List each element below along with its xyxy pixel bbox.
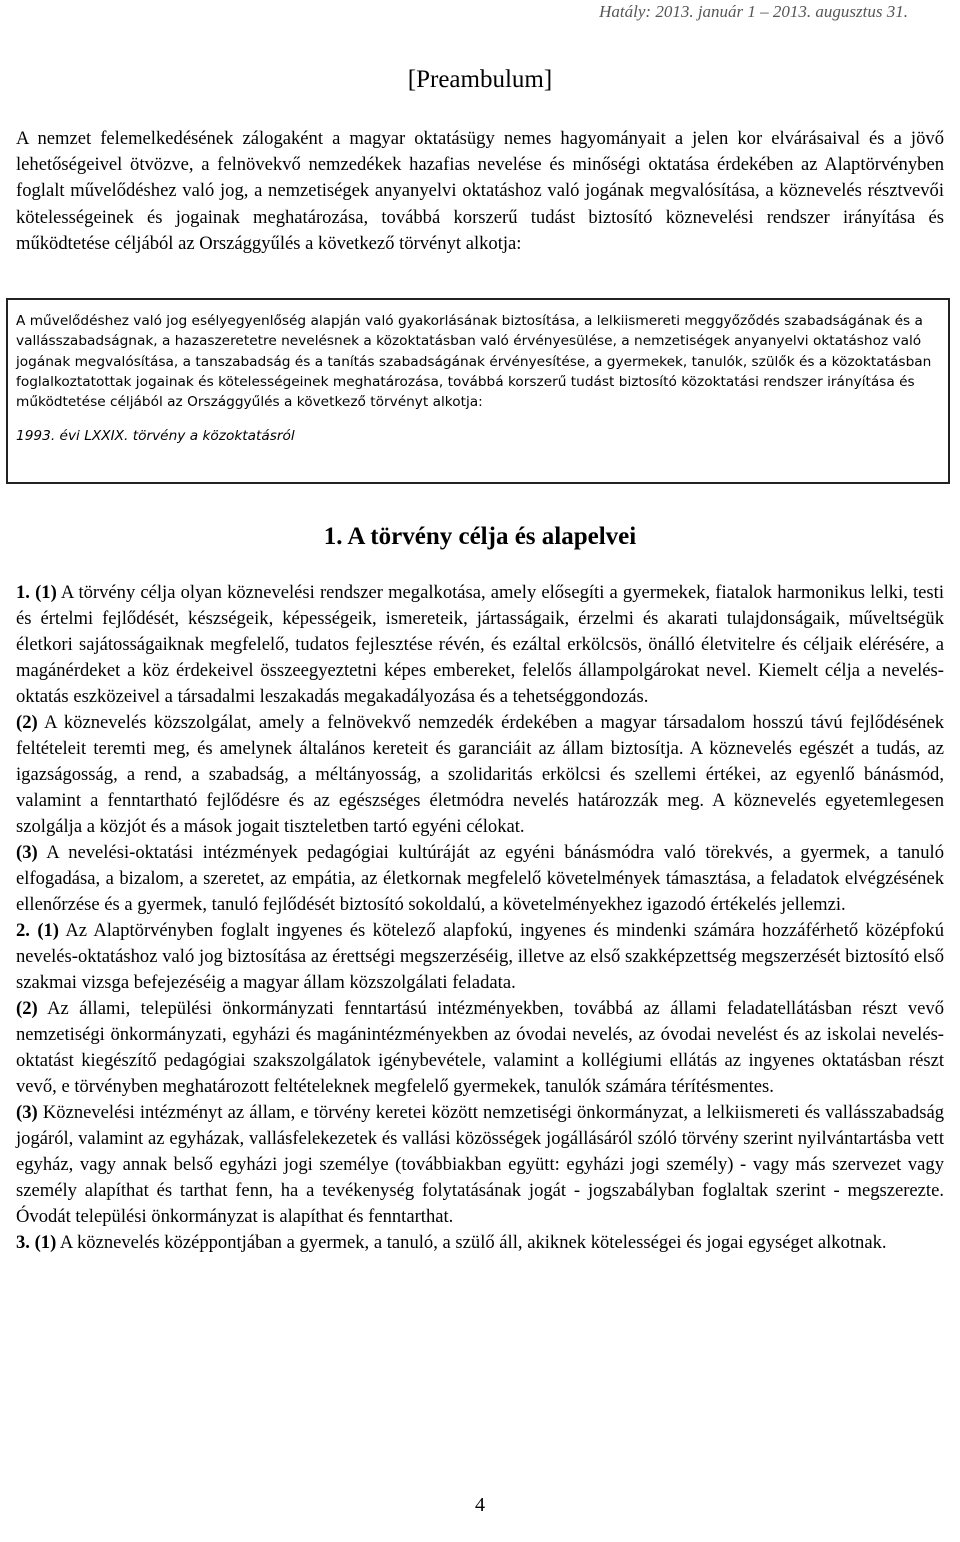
subsection-number: (3) — [16, 1102, 38, 1123]
section-number: 3. — [16, 1232, 30, 1253]
paragraph — [16, 840, 944, 918]
paragraph — [16, 1230, 944, 1256]
previous-law-note-box — [6, 298, 950, 484]
preamble-text: A nemzet felemelkedésének zálogaként a magyar oktatásügy nemes hagyományait a jelen kor elvárásaival és a jövő lehetőségeivel ötvözve, a felnövekvő nemzedékek hazafias nevelése és minőségi oktatása érdekében az Alaptörvényben foglalt művelődéshez való jog, a nemzetiségek anyanyelvi oktatáshoz való jogának megvalósítása, a köznevelés résztvevői kötelességeinek és jogainak meghatározása, továbbá korszerű tudást biztosító köznevelési rendszer irányítása és működtetése céljából az Országgyűlés a következő törvényt alkotja: — [16, 128, 944, 254]
paragraph — [16, 1100, 944, 1230]
paragraph — [16, 918, 944, 996]
paragraph-text: A köznevelés közszolgálat, amely a felnövekvő nemzedék érdekében a magyar társadalom hosszú távú fejlődésének feltételeit teremti meg, és amelynek általános kereteit és garanciáit az állam biztosítja. A köznevelés egészét a tudás, az igazságosság, a rend, a szabadság, a méltányosság, a szolidaritás erkölcsi és szellemi értékei, az egyenlő bánásmód, valamint a fenntartható fejlődésre és az egészséges életmódra nevelés határozzák meg. A köznevelés egyetemlegesen szolgálja a közjót és a mások jogait tiszteletben tartó egyéni célokat. — [16, 712, 945, 837]
subsection-number: (2) — [16, 998, 38, 1019]
subsection-number: (1) — [34, 1232, 57, 1253]
paragraph-text: Köznevelési intézményt az állam, e törvény keretei között nemzetiségi önkormányzat, a lelkiismereti és vallásszabadság jogáról, valamint az egyházak, vallásfelekezetek és vallási közösségek jogállásáról szóló törvény szerint nyilvántartásba vett egyház, vagy annak belső egyházi jogi személye (továbbiakban együtt: egyházi jogi személy) - vagy más szervezet vagy személy alapíthat és tarthat fenn, ha a tevékenység folytatásának jogát - jogszabályban foglaltak szerint - megszerezte. Óvodát települési önkormányzat is alapíthat és fenntarthat. — [16, 1102, 945, 1227]
paragraph-text: A nevelési-oktatási intézmények pedagógiai kultúráját az egyéni bánásmódra való törekvés, a gyermek, a tanuló elfogadása, a bizalom, a szeretet, az empátia, az életkornak megfelelő követelmények támasztása, a feladatok elvégzésének ellenőrzése és a gyermek, tanuló fejlődését biztosító sokoldalú, a követelményekhez igazodó értékelés jellemzi. — [16, 842, 944, 915]
previous-law-preamble-text: A művelődéshez való jog esélyegyenlőség alapján való gyakorlásának biztosítása, a lelkiismereti meggyőződés szabadságának és a vallásszabadságnak, a hazaszeretetre nevelésnek a közoktatásban való érvényesülése, a nemzetiségek anyanyelvi oktatáshoz való jogának megvalósítása, a tanszabadság és a tanítás szabadságának érvényesítése, a gyermekek, tanulók, szülők és a közoktatásban foglalkoztatottak jogainak és kötelességeinek meghatározása, továbbá korszerű tudást biztosító közoktatási rendszer irányítása és működtetése céljából az Országgyűlés a következő törvényt alkotja: — [16, 313, 932, 411]
paragraph-text: Az Alaptörvényben foglalt ingyenes és kötelező alapfokú, ingyenes és mindenki számára hozzáférhető középfokú nevelés-oktatáshoz való jog biztosítása az érettségi megszerzéséig, illetve az első szakképzettség megszerzését biztosító első szakmai vizsga befejezéséig a magyar állam közszolgálati feladata. — [16, 920, 944, 993]
paragraph-text: A köznevelés középpontjában a gyermek, a tanuló, a szülő áll, akiknek kötelességei és jogai egységet alkotnak. — [59, 1232, 887, 1253]
section-title: 1. A törvény célja és alapelvei — [323, 523, 637, 550]
subsection-number: (2) — [16, 712, 38, 733]
section-number: 2. — [16, 920, 30, 941]
paragraph — [16, 580, 944, 710]
paragraph — [16, 710, 944, 840]
validity-header: Hatály: 2013. január 1 – 2013. augusztus 31. — [599, 2, 908, 21]
previous-law-reference: 1993. évi LXXIX. törvény a közoktatásról — [16, 428, 295, 445]
preamble-title: [Preambulum] — [407, 66, 553, 93]
subsection-number: (1) — [37, 920, 59, 941]
paragraph-text: Az állami, települési önkormányzati fenntartású intézményekben, továbbá az állami feladatellátásban részt vevő nemzetiségi önkormányzati, egyházi és magánintézményekben az óvodai nevelés, az óvodai nevelést és az iskolai nevelés-oktatást kiegészítő pedagógiai szakszolgálatok igénybevétele, valamint a kollégiumi ellátás az ingyenes oktatásban részt vevő, e törvényben meghatározott feltételeknek megfelelő gyermekek, tanulók számára térítésmentes. — [16, 998, 944, 1097]
page-number: 4 — [475, 1494, 485, 1516]
law-body — [16, 580, 944, 1256]
section-number: 1. — [16, 582, 30, 603]
paragraph-text: A törvény célja olyan köznevelési rendszer megalkotása, amely elősegíti a gyermekek, fiatalok harmonikus lelki, testi és értelmi fejlődését, készségeik, képességeik, ismereteik, jártasságaik, érzelmi és akarati tulajdonságaik, műveltségük életkori sajátosságaiknak megfelelő, tudatos fejlesztése révén, és ezáltal erkölcsös, önálló életvitelre és céljaik elérésére, a magánérdeket a köz érdekeivel összeegyeztetni képes embereket, felelős állampolgárokat nevel. Kiemelt célja a nevelés-oktatás eszközeivel a társadalmi leszakadás megakadályozása és a tehetséggondozás. — [16, 582, 944, 707]
paragraph — [16, 996, 944, 1100]
subsection-number: (1) — [35, 582, 57, 603]
subsection-number: (3) — [16, 842, 38, 863]
